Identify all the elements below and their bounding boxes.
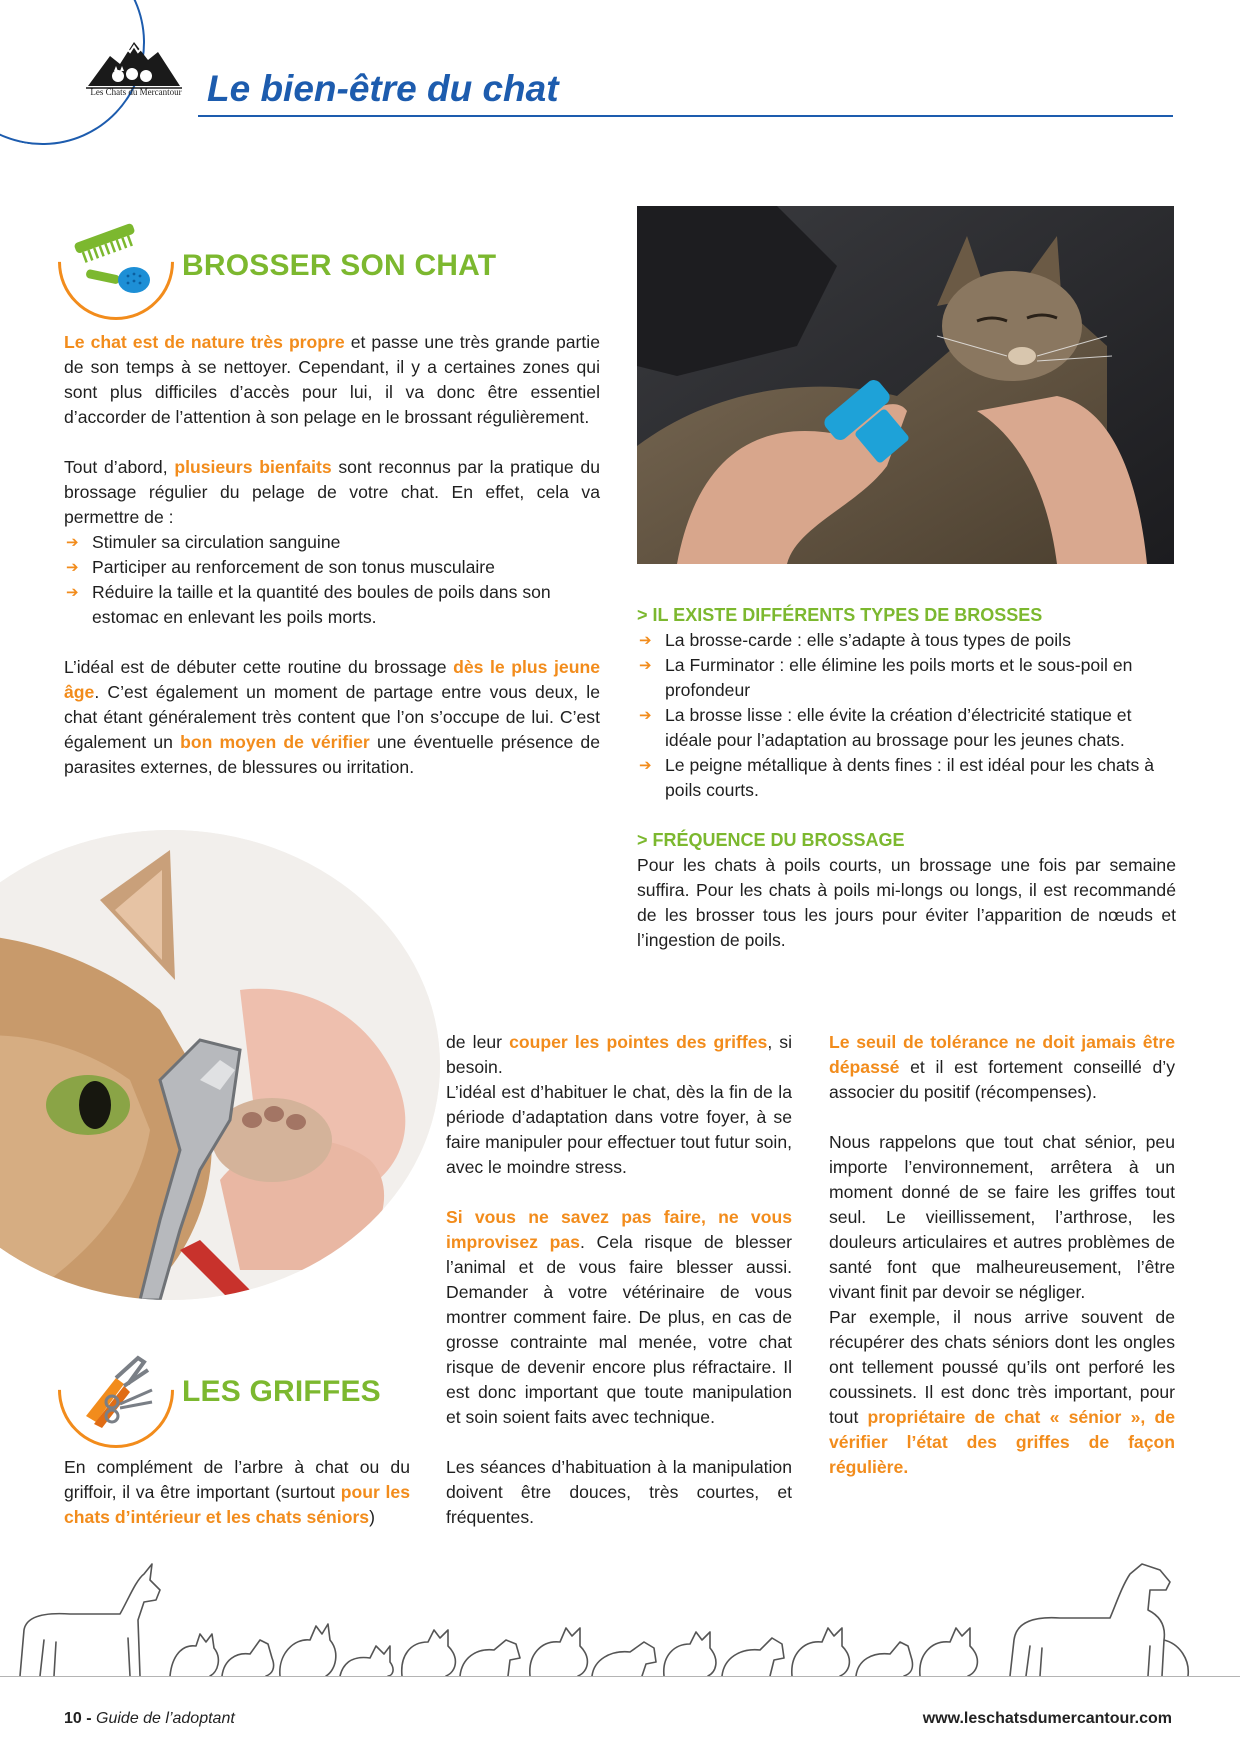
paragraph-text: Par exemple, il nous arrive souvent de récupérer des chats séniors dont les ongles ont tellement poussé qu’ils ont perforé les coussinets. Il est donc très important, pour tout	[829, 1307, 1175, 1427]
brush-types-heading: > IL EXISTE DIFFÉRENTS TYPES DE BROSSES	[637, 605, 1043, 625]
paragraph-text: . Cela risque de blesser l’animal et de vous faire blesser aussi. Demander à votre vétérinaire de vous montrer comment faire. De plus, en cas de grosse contrainte mal menée, votre chat risque de devenir encore plus réfractaire. Il est donc important que toute manipulation et soin soient faits avec technique.	[446, 1232, 792, 1427]
header-rule	[198, 115, 1173, 117]
footer-page-info	[64, 1710, 235, 1728]
list-item: ➔ La brosse-carde : elle s’adapte à tous types de poils	[637, 628, 1176, 653]
paragraph-text: sont reconnus par la pratique du brossage régulier du pelage de votre chat. En effet, cela va permettre de :	[64, 457, 600, 527]
highlight-text: plusieurs bienfaits	[174, 457, 332, 477]
guide-title: Guide de l’adoptant	[96, 1710, 235, 1727]
routine-paragraph	[64, 655, 600, 780]
highlight-text: Le chat est de nature très propre	[64, 332, 345, 352]
vet-advice-paragraph	[446, 1205, 792, 1430]
highlight-text: bon moyen de vérifier	[180, 732, 370, 752]
habituation-paragraph: L’idéal est d’habituer le chat, dès la fin de la période d’adaptation dans votre foyer, à se faire manipuler pour effectuer tout futur soin, avec le moindre stress.	[446, 1082, 792, 1177]
highlight-text: Le seuil de tolérance ne doit jamais être dépassé	[829, 1032, 1175, 1077]
section-title-claws: LES GRIFFES	[182, 1375, 381, 1408]
list-item: ➔ Le peigne métallique à dents fines : il est idéal pour les chats à poils courts.	[637, 753, 1176, 803]
list-item: ➔ La brosse lisse : elle évite la création d’électricité statique et idéale pour l’adaptation au brossage pour les jeunes chats.	[637, 703, 1176, 753]
paragraph-text: L’idéal est de débuter cette routine du brossage	[64, 657, 454, 677]
animal-silhouettes-illustration	[10, 1560, 1230, 1678]
list-item: ➔ Réduire la taille et la quantité des boules de poils dans son estomac en enlevant les poils morts.	[64, 580, 600, 630]
brush-types-block	[637, 603, 1176, 803]
list-item: ➔ Stimuler sa circulation sanguine	[64, 530, 600, 555]
benefits-list	[64, 530, 600, 630]
highlight-text: propriétaire de chat « sénior », de vérifier l’état des griffes de façon régulière.	[829, 1407, 1175, 1477]
brush-types-list	[637, 628, 1176, 803]
senior-cats-paragraph: Nous rappelons que tout chat sénior, peu importe l’environnement, arrêtera à un moment donné de se faire les griffes tout seul. Le vieillissement, l’arthrose, les douleurs articulaires et autres problèmes de santé font que malheureusement, l’être vivant finit par devoir se négliger.	[829, 1132, 1175, 1302]
paragraph-text: et il est fortement conseillé d’y associer du positif (récompenses).	[829, 1057, 1175, 1102]
benefits-paragraph	[64, 455, 600, 530]
paragraph-text: Tout d’abord,	[64, 457, 175, 477]
claw-clipping-photo-illustration	[0, 830, 440, 1300]
paragraph-text: )	[369, 1507, 375, 1527]
senior-example-paragraph	[829, 1305, 1175, 1480]
claws-cut-paragraph	[446, 1030, 792, 1080]
frequency-paragraph: Pour les chats à poils courts, un brossage une fois par semaine suffira. Pour les chats à poils mi-longs ou longs, il est recommandé de les brosser tous les jours pour éviter l’apparition de nœuds et l’ingestion de poils.	[637, 855, 1176, 950]
page-number: 10	[64, 1710, 82, 1727]
paragraph-text: de leur	[446, 1032, 510, 1052]
list-item: ➔ La Furminator : elle élimine les poils morts et le sous-poil en profondeur	[637, 653, 1176, 703]
frequency-heading: > FRÉQUENCE DU BROSSAGE	[637, 830, 905, 850]
section-title-brushing: BROSSER SON CHAT	[182, 249, 497, 282]
sessions-paragraph: Les séances d’habituation à la manipulation doivent être douces, très courtes, et fréquentes.	[446, 1457, 792, 1527]
clippers-and-scissors-icon	[72, 1344, 162, 1434]
claws-intro-paragraph	[64, 1455, 410, 1530]
claws-column-2	[446, 1030, 792, 1530]
logo-text: Les Chats du Mercantour	[90, 87, 182, 97]
footer-rule	[0, 1676, 1240, 1677]
brushing-text-column	[64, 330, 600, 805]
photo-cat-being-brushed	[637, 206, 1174, 564]
brushing-intro-paragraph	[64, 330, 600, 430]
footer-separator: -	[81, 1710, 97, 1727]
page-title: Le bien-être du chat	[207, 68, 559, 109]
paragraph-text: et passe une très grande partie de son temps à se nettoyer. Cependant, il y a certaines zones qui sont plus difficiles d’accès pour lui, il va donc être essentiel d’accorder de l’attention à son pelage en le brossant régulièrement.	[64, 332, 600, 427]
highlight-text: Si vous ne savez pas faire, ne vous improvisez pas	[446, 1207, 792, 1252]
highlight-text: pour les chats d’intérieur et les chats séniors	[64, 1482, 411, 1527]
claws-column-3	[829, 1030, 1175, 1480]
paragraph-text: , si besoin.	[446, 1032, 793, 1077]
photo-cat-claw-clipping	[0, 830, 440, 1300]
paragraph-text: En complément de l’arbre à chat ou du griffoir, il va être important (surtout	[64, 1457, 410, 1502]
paragraph-text: une éventuelle présence de parasites externes, de blessures ou irritation.	[64, 732, 600, 777]
highlight-text: dès le plus jeune âge	[64, 657, 600, 702]
list-item: ➔ Participer au renforcement de son tonus musculaire	[64, 555, 600, 580]
cat-brushing-photo-illustration	[637, 206, 1174, 564]
brush-and-comb-icon	[72, 216, 162, 306]
brushing-frequency-block	[637, 828, 1176, 953]
paragraph-text: . C’est également un moment de partage entre vous deux, le chat étant généralement très content que l’on s’occupe de lui. C’est également un	[64, 682, 600, 752]
highlight-text: couper les pointes des griffes	[509, 1032, 768, 1052]
website-url[interactable]: www.leschatsdumercantour.com	[922, 1710, 1172, 1727]
tolerance-paragraph	[829, 1030, 1175, 1105]
